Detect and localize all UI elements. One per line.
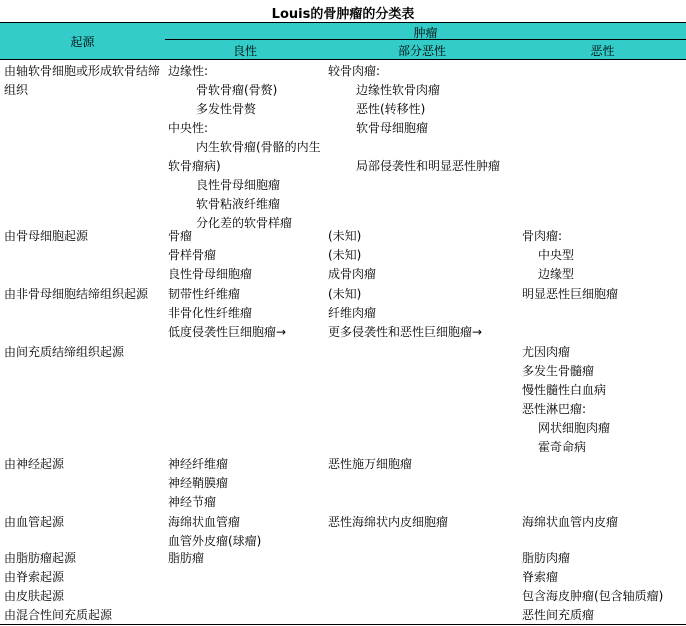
cell-line: 良性骨母细胞瘤 — [196, 178, 281, 192]
cell-line: 尤因肉瘤 — [522, 345, 571, 359]
benign-cell — [168, 227, 324, 284]
cell-line: 软骨粘液纤维瘤 — [196, 197, 281, 211]
cell-line: 良性骨母细胞瘤 — [168, 267, 253, 281]
cell-line: 多发生骨髓瘤 — [522, 364, 595, 378]
origin-cell — [4, 343, 164, 362]
benign-cell — [168, 62, 324, 233]
origin-cell — [4, 62, 164, 100]
malignant-cell — [522, 343, 686, 457]
cell-line: 由血管起源 — [4, 515, 65, 529]
header-top-border — [0, 22, 686, 23]
origin-cell — [4, 513, 164, 532]
partial-malignant-cell — [328, 62, 518, 176]
cell-line: 中央型 — [538, 248, 575, 262]
cell-line: 神经鞘膜瘤 — [168, 476, 229, 490]
cell-line: 由间充质结缔组织起源 — [4, 345, 125, 359]
cell-line: 海绵状血管瘤 — [168, 515, 241, 529]
malignant-cell — [522, 587, 686, 606]
malignant-cell — [522, 606, 686, 625]
cell-line: 霍奇命病 — [538, 440, 587, 454]
benign-cell — [168, 549, 324, 568]
cell-line: 由皮肤起源 — [4, 589, 65, 603]
cell-line: 慢性髓性白血病 — [522, 383, 607, 397]
origin-cell — [4, 455, 164, 474]
cell-line: (未知) — [328, 229, 362, 243]
malignant-cell — [522, 227, 686, 284]
cell-line: 由轴软骨细胞或形成软骨结缔组织 — [4, 64, 161, 97]
cell-line: 软骨母细胞瘤 — [356, 121, 429, 135]
cell-line: 恶性(转移性) — [356, 102, 426, 116]
cell-line: 脂肪肉瘤 — [522, 551, 571, 565]
header-partial-malignant: 部分恶性 — [397, 44, 446, 58]
cell-line: 韧带性纤维瘤 — [168, 287, 241, 301]
header-tumor: 肿瘤 — [413, 26, 438, 40]
cell-line: 血管外皮瘤(球瘤) — [168, 534, 262, 548]
origin-cell — [4, 587, 164, 606]
cell-line: 脂肪瘤 — [168, 551, 205, 565]
cell-line — [328, 138, 518, 157]
cell-line: 成骨肉瘤 — [328, 267, 377, 281]
cell-line: 边缘性软骨肉瘤 — [356, 83, 441, 97]
origin-cell — [4, 549, 164, 568]
cell-line: 明显恶性巨细胞瘤 — [522, 287, 619, 301]
benign-cell — [168, 513, 324, 551]
cell-line: 包含海皮肿瘤(包含轴质瘤) — [522, 589, 664, 603]
cell-line: 由脂肪瘤起源 — [4, 551, 77, 565]
cell-line: 恶性施万细胞瘤 — [328, 457, 413, 471]
cell-line: 由非骨母细胞结缔组织起源 — [4, 287, 149, 301]
cell-line: 神经纤维瘤 — [168, 457, 229, 471]
cell-line: 非骨化性纤维瘤 — [168, 306, 253, 320]
cell-line: 脊索瘤 — [522, 570, 559, 584]
malignant-cell — [522, 549, 686, 568]
cell-line: 神经节瘤 — [168, 495, 217, 509]
cell-line: 骨样骨瘤 — [168, 248, 217, 262]
partial-malignant-cell — [328, 285, 518, 342]
cell-line: 分化差的软骨样瘤 — [196, 216, 293, 230]
header-origin: 起源 — [70, 35, 95, 49]
cell-line: 海绵状血管内皮瘤 — [522, 515, 619, 529]
cell-line: 纤维肉瘤 — [328, 306, 377, 320]
cell-line: 低度侵袭性巨细胞瘤→ — [168, 325, 287, 339]
cell-line: 恶性间充质瘤 — [522, 608, 595, 622]
cell-line: (未知) — [328, 248, 362, 262]
cell-line: 中央性: — [168, 121, 209, 135]
cell-line: 恶性淋巴瘤: — [522, 402, 587, 416]
cell-line: 内生软骨瘤(骨骼的内生软骨瘤病) — [168, 140, 321, 173]
cell-line: 网状细胞肉瘤 — [538, 421, 611, 435]
header-bottom-border — [0, 59, 686, 60]
cell-line: 多发性骨赘 — [196, 102, 257, 116]
cell-line: 边缘性: — [168, 64, 209, 78]
partial-malignant-cell — [328, 227, 518, 284]
benign-cell — [168, 285, 324, 342]
benign-cell — [168, 455, 324, 512]
origin-cell — [4, 606, 164, 625]
partial-malignant-cell — [328, 455, 518, 474]
malignant-cell — [522, 568, 686, 587]
header-malignant: 恶性 — [590, 44, 615, 58]
cell-line: 骨软骨瘤(骨赘) — [196, 83, 278, 97]
cell-line: 恶性海绵状内皮细胞瘤 — [328, 515, 449, 529]
cell-line: 由脊索起源 — [4, 570, 65, 584]
cell-line: 由混合性间充质起源 — [4, 608, 113, 622]
table-bottom-border — [0, 624, 686, 625]
malignant-cell — [522, 513, 686, 532]
table-title: Louis的骨肿瘤的分类表 — [271, 7, 415, 22]
origin-cell — [4, 227, 164, 246]
cell-line: 更多侵袭性和恶性巨细胞瘤→ — [328, 325, 483, 339]
cell-line: 骨瘤 — [168, 229, 193, 243]
header-benign: 良性 — [232, 44, 257, 58]
cell-line: 较骨肉瘤: — [328, 64, 381, 78]
origin-cell — [4, 285, 164, 304]
cell-line: 由神经起源 — [4, 457, 65, 471]
cell-line: (未知) — [328, 287, 362, 301]
partial-malignant-cell — [328, 513, 518, 532]
cell-line: 骨肉瘤: — [522, 229, 563, 243]
origin-cell — [4, 568, 164, 587]
cell-line: 边缘型 — [538, 267, 575, 281]
cell-line: 由骨母细胞起源 — [4, 229, 89, 243]
cell-line: 局部侵袭性和明显恶性肿瘤 — [356, 159, 501, 173]
malignant-cell — [522, 285, 686, 304]
table-header — [0, 22, 686, 60]
